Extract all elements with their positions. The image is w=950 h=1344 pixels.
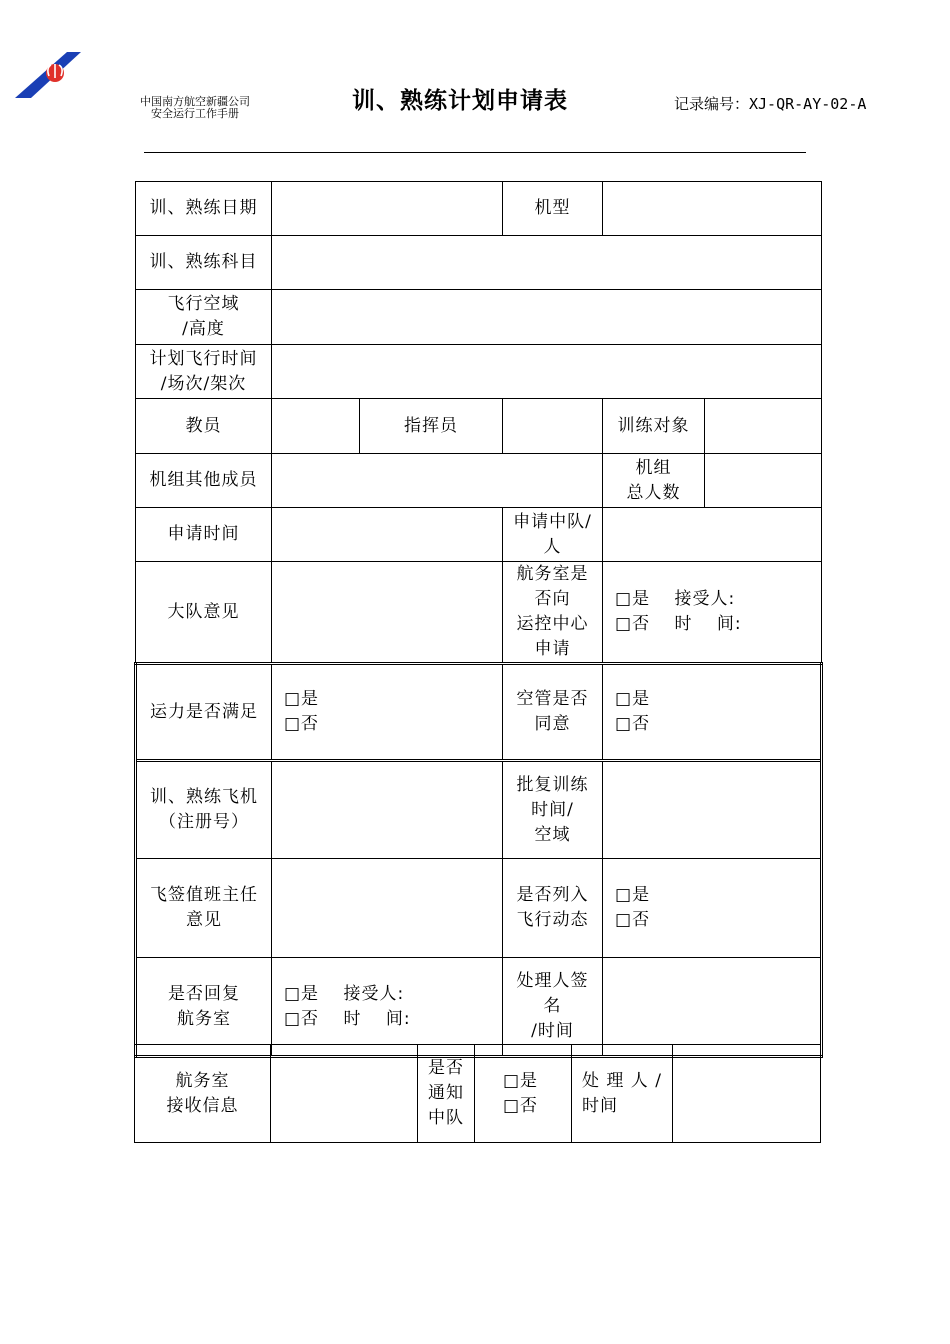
row-aircraft bbox=[136, 761, 822, 859]
dynamic-label bbox=[503, 859, 603, 958]
kapok-flower-icon bbox=[46, 64, 64, 82]
brigade-opinion-label: 大队意见 bbox=[136, 562, 272, 664]
commander-field[interactable] bbox=[503, 399, 603, 454]
date-label: 训、熟练日期 bbox=[136, 182, 272, 236]
crew-members-field[interactable] bbox=[272, 454, 603, 508]
header-divider bbox=[144, 152, 806, 153]
plan-time-label-line-1: 计划飞行时间 bbox=[149, 348, 258, 369]
crew-total-label-line-2: 总人数 bbox=[626, 482, 681, 503]
subject-field[interactable] bbox=[272, 236, 822, 290]
dynamic-label-line-1: 是否列入 bbox=[516, 885, 589, 905]
apply-time-label: 申请时间 bbox=[136, 508, 272, 562]
row-subject bbox=[136, 236, 822, 290]
ops-apply-no-checkbox[interactable]: □否 时 间: bbox=[615, 614, 742, 634]
apply-squadron-field[interactable] bbox=[603, 508, 822, 562]
row-apply bbox=[136, 508, 822, 562]
notify-label-line-2: 通知 bbox=[428, 1083, 464, 1103]
approved-label-line-1: 批复训练时间/ bbox=[516, 774, 589, 820]
notify-label-line-1: 是否 bbox=[428, 1058, 464, 1078]
crew-members-label: 机组其他成员 bbox=[136, 454, 272, 508]
approved-field[interactable] bbox=[603, 761, 822, 859]
instructor-label: 教员 bbox=[136, 399, 272, 454]
reply-label-line-2: 航务室 bbox=[177, 1008, 231, 1029]
handler-label bbox=[572, 1045, 673, 1143]
trainee-field[interactable] bbox=[705, 399, 822, 454]
row-airspace bbox=[136, 290, 822, 345]
aircraft-label-line-1: 训、熟练飞机 bbox=[150, 787, 258, 807]
airspace-label-line-2: /高度 bbox=[182, 319, 225, 339]
row-reply bbox=[136, 958, 822, 1057]
dynamic-no-checkbox[interactable]: □否 bbox=[615, 910, 651, 930]
row-date bbox=[136, 182, 822, 236]
reply-no-checkbox[interactable]: □否 时 间: bbox=[284, 1008, 411, 1029]
handler-sign-label bbox=[503, 958, 603, 1057]
company-line-2: 安全运行工作手册 bbox=[151, 107, 239, 120]
reply-label-line-1: 是否回复 bbox=[168, 983, 240, 1004]
handler-label-line-1: 处 理 人 / bbox=[582, 1070, 662, 1091]
record-number: 记录编号：XJ-QR-AY-02-A bbox=[674, 95, 867, 113]
reply-label bbox=[136, 958, 272, 1057]
instructor-field[interactable] bbox=[272, 399, 360, 454]
subject-label: 训、熟练科目 bbox=[136, 236, 272, 290]
duty-opinion-label bbox=[136, 859, 272, 958]
aircraft-label-line-2: （注册号） bbox=[159, 812, 249, 832]
row-plan-time bbox=[136, 345, 822, 399]
crew-total-label bbox=[603, 454, 705, 508]
notify-yes-checkbox[interactable]: □是 bbox=[503, 1070, 539, 1091]
plan-time-field[interactable] bbox=[272, 345, 822, 399]
company-line-1: 中国南方航空新疆公司 bbox=[140, 95, 250, 108]
ops-receive-label-line-1: 航务室 bbox=[175, 1070, 230, 1091]
handler-sign-label-line-1: 处理人签名 bbox=[516, 971, 589, 1016]
application-form-table bbox=[134, 181, 823, 1058]
ops-apply-label bbox=[503, 562, 603, 664]
notify-options bbox=[475, 1045, 572, 1143]
crew-total-field[interactable] bbox=[705, 454, 822, 508]
atc-label: 空管是否同意 bbox=[503, 664, 603, 761]
ops-receive-field[interactable] bbox=[271, 1045, 418, 1143]
handler-label-line-2: 时间 bbox=[582, 1095, 618, 1116]
aircraft-label bbox=[136, 761, 272, 859]
ops-receive-label-line-2: 接收信息 bbox=[166, 1095, 239, 1116]
row-capacity bbox=[136, 664, 822, 761]
crew-total-label-line-1: 机组 bbox=[635, 457, 672, 478]
approved-label-line-2: 空域 bbox=[534, 824, 571, 845]
china-southern-logo bbox=[15, 52, 81, 98]
plan-time-label bbox=[136, 345, 272, 399]
dynamic-yes-checkbox[interactable]: □是 bbox=[615, 885, 651, 905]
handler-field[interactable] bbox=[673, 1045, 821, 1143]
row-ops-receive bbox=[135, 1045, 821, 1143]
atc-yes-checkbox[interactable]: □是 bbox=[615, 689, 651, 709]
brigade-opinion-field[interactable] bbox=[272, 562, 503, 664]
duty-opinion-label-line-2: 意见 bbox=[186, 910, 222, 930]
ops-apply-label-line-1: 航务室是否向 bbox=[516, 564, 589, 609]
notify-label-line-3: 中队 bbox=[428, 1108, 464, 1128]
reply-yes-checkbox[interactable]: □是 接受人: bbox=[284, 983, 405, 1004]
ops-apply-options bbox=[603, 562, 822, 664]
capacity-label: 运力是否满足 bbox=[136, 664, 272, 761]
duty-opinion-label-line-1: 飞签值班主任 bbox=[150, 885, 258, 905]
dynamic-options bbox=[603, 859, 822, 958]
airspace-label-line-1: 飞行空域 bbox=[167, 294, 240, 314]
notify-no-checkbox[interactable]: □否 bbox=[503, 1095, 539, 1116]
airspace-label bbox=[136, 290, 272, 345]
capacity-options bbox=[272, 664, 503, 761]
aircraft-field[interactable] bbox=[272, 761, 503, 859]
ops-receive-table bbox=[134, 1044, 821, 1143]
ops-apply-yes-checkbox[interactable]: □是 接受人: bbox=[615, 589, 736, 609]
aircraft-type-label: 机型 bbox=[503, 182, 603, 236]
dynamic-label-line-2: 飞行动态 bbox=[516, 910, 589, 930]
apply-squadron-label: 申请中队/人 bbox=[503, 508, 603, 562]
row-crew bbox=[136, 454, 822, 508]
airspace-field[interactable] bbox=[272, 290, 822, 345]
page-title: 训、熟练计划申请表 bbox=[352, 88, 568, 114]
atc-no-checkbox[interactable]: □否 bbox=[615, 714, 651, 734]
ops-receive-label bbox=[135, 1045, 271, 1143]
approved-label bbox=[503, 761, 603, 859]
company-name bbox=[120, 96, 270, 120]
aircraft-type-field[interactable] bbox=[603, 182, 822, 236]
apply-time-field[interactable] bbox=[272, 508, 503, 562]
plan-time-label-line-2: /场次/架次 bbox=[160, 373, 247, 394]
commander-label: 指挥员 bbox=[360, 399, 503, 454]
ops-apply-label-line-2: 运控中心申请 bbox=[516, 614, 589, 659]
trainee-label: 训练对象 bbox=[603, 399, 705, 454]
handler-sign-field[interactable] bbox=[603, 958, 822, 1057]
duty-opinion-field[interactable] bbox=[272, 859, 503, 958]
row-personnel bbox=[136, 399, 822, 454]
date-field[interactable] bbox=[272, 182, 503, 236]
handler-sign-label-line-2: /时间 bbox=[531, 1021, 574, 1041]
atc-options bbox=[603, 664, 822, 761]
capacity-yes-checkbox[interactable]: □是 bbox=[284, 689, 320, 709]
notify-label bbox=[418, 1045, 475, 1143]
row-duty bbox=[136, 859, 822, 958]
reply-options bbox=[272, 958, 503, 1057]
row-brigade bbox=[136, 562, 822, 664]
capacity-no-checkbox[interactable]: □否 bbox=[284, 714, 320, 734]
